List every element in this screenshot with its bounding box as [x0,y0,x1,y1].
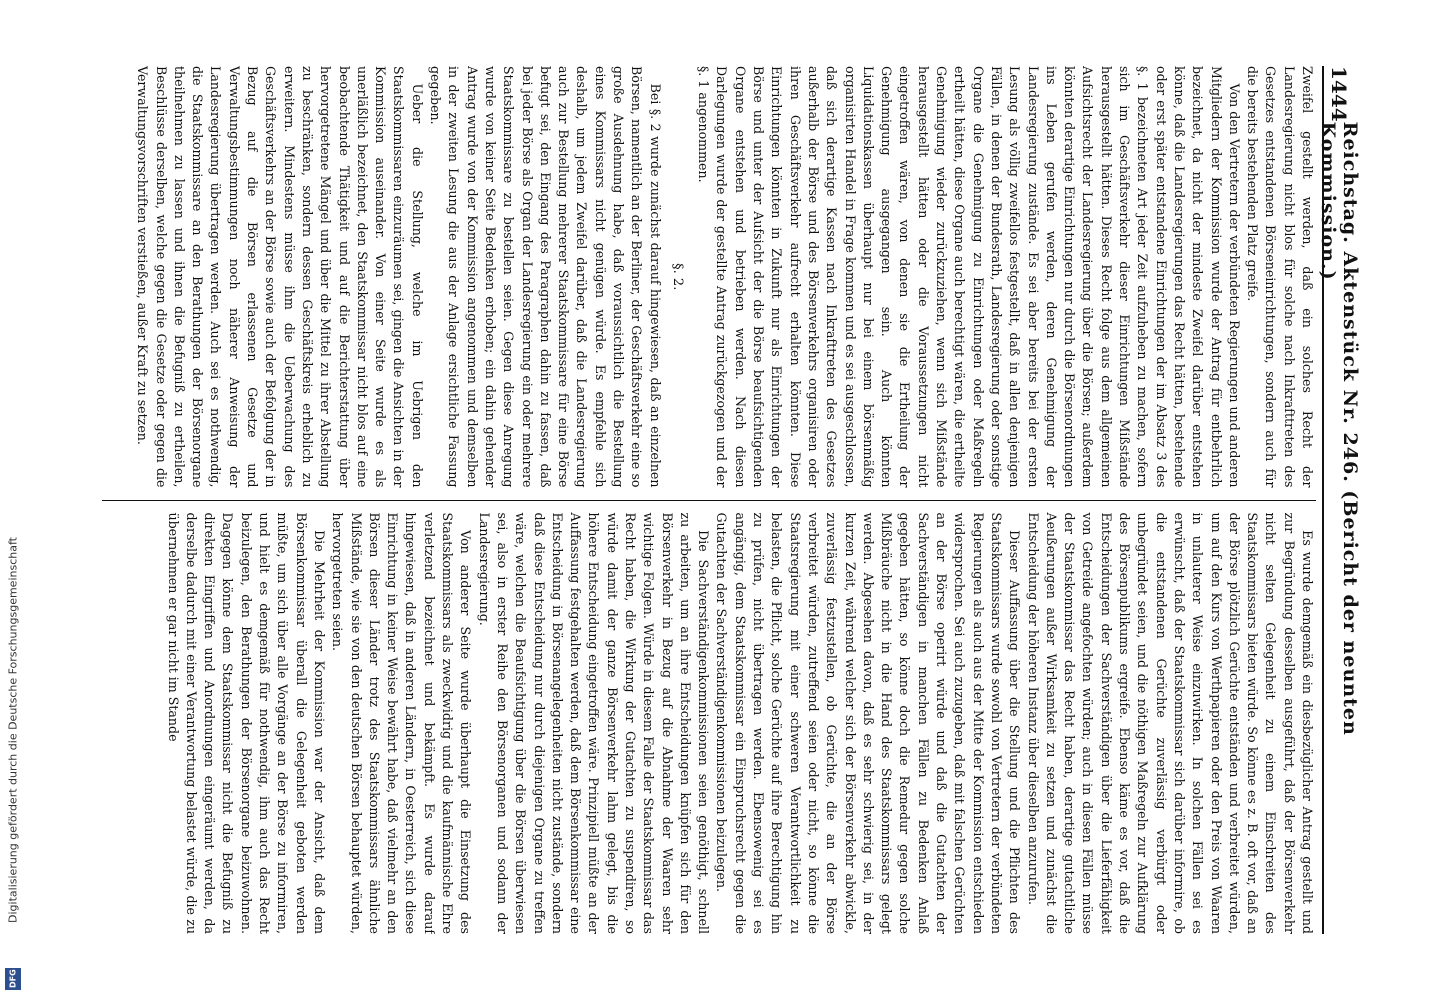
paragraph: Von den Vertretern der verbündeten Regierungen und anderen Mitgliedern der Kommission wurde der Antrag für entbehrlich bezeichnet, da nicht der mindeste Zweifel darüber entstehen könne, daß die Landesregierungen das Recht hätten, bestehende oder erst später entstandene Einrichtungen der im Absatz 3 des §. 1 bezeichneten Art jeder Zeit aufzuheben zu machen, sofern sich im Geschäftsverkehr dieser Einrichtungen Mißstände herausgestellt hätten. Dieses Recht folge aus dem allgemeinen Aufsichtsrecht der Landesregierung über die Börsen; außerdem könnten derartige Einrichtungen nur durch die Börsenordnungen ins Leben gerufen werden, deren Genehmigung der Landesregierung zustände. Es sei aber bereits bei der ersten Lesung als völlig zweifellos festgestellt, daß in allen denjenigen Fällen, in denen der Bundesrath, Landesregierung oder sonstige Organe die Genehmigung zu Einrichtungen oder Maßregeln ertheilt hätten, diese Organe auch berechtigt wären, die ertheilte Genehmigung wieder zurückzuziehen, wenn sich Mißstände herausgestellt hätten oder die Voraussetzungen nicht eingetroffen wären, von denen sie die Ertheilung der Genehmigung ausgegangen sein. Auch könnten Liquidationskassen überhaupt nur bei einem börsenmäßig organisirten Handel in Frage kommen und es sei ausgeschlossen, daß sich derartige Kassen nach Inkrafttreten des Gesetzes außerhalb der Börse und des Börsenverkehrs organisiren oder ihren Geschäftsverkehr aufrecht erhalten könnten. Diese Einrichtungen könnten in Zukunft nur als Einrichtungen der Börse und unter der Aufsicht der die Börse beaufsichtigenden Organe entstehen und betrieben werden. Nach diesen Darlegungen wurde der gestellte Antrag zurückgezogen und der §. 1 angenommen. [696,66,1242,488]
digitization-credit [0,0,26,1000]
paragraph: Bei §. 2 wurde zunächst darauf hingewiesen, daß an einzelnen Börsen, namentlich an der Berliner, der Geschäftsverkehr eine so große Ausdehnung habe, daß voraussichtlich die Bestellung eines Kommissars nicht genügen würde. Es empfehle sich deshalb, um jedem Zweifel darüber, daß die Landesregierung auch zur Bestellung mehrerer Staatskommissare für eine Börse befugt sei, den Eingang des Paragraphen dahin zu fassen, daß bei jeder Börse als Organ der Landesregierung ein oder mehrere Staatskommissare zu bestellen seien. Gegen diese Anregung wurde von keiner Seite Bedenken erhoben; ein dahin gehender Antrag wurde von der Kommission angenommen und demselben in der zweiten Lesung die aus der Anlage ersichtliche Fassung gegeben. [428,66,663,488]
paragraph: Dieser Auffassung über die Stellung und die Pflichten des Staatskommissars wurde sowohl von Vertretern der verbündeten Regierungen als auch aus der Mitte der Kommission entschieden widersprochen. Sei auch zuzugeben, daß mit falschen Gerüchten an der Börse operirt würde und daß die Gutachten der Sachverständigen in manchen Fällen zu Bedenken Anlaß gegeben hätten, so könne doch die Remedur gegen solche Mißbräuche nicht in die Hand des Staatskommissars gelegt werden. Abgesehen davon, daß es sehr schwierig sei, in der kurzen Zeit, während welcher sich der Börsenverkehr abwickle, zuverlässig festzustellen, ob Gerüchte, die an der Börse verbreitet würden, zutreffend seien oder nicht, so könne die Staatsregierung mit einer schweren Verantwortlichkeit zu belasten, die Pflicht, solche Gerüchte auf ihre Berechtigung hin zu prüfen, nicht übertragen werden. Ebensowenig sei es angängig, dem Staatskommissar ein Einspruchsrecht gegen die Gutachten der Sachverständigenkommissionen beizulegen. [714,512,1023,934]
document-page [82,30,1382,970]
paragraph: Zweifel gestellt werden, daß ein solches Recht der Landesregierung nicht blos für solche nach Inkrafttreten des Gesetzes entstandenen Börseneinrichtungen, sondern auch für die bereits bestehenden Platz greife. [1245,66,1315,488]
dfg-logo: DFG [5,968,21,990]
section-heading: §. 2. [669,263,685,291]
paragraph: Ueber die Stellung, welche im Uebrigen den Staatskommissaren einzuräumen sei, gingen die Ansichten in der Kommission auseinander. Von einer Seite wurde es als unerläßlich bezeichnet, den Staatskommissar nicht blos auf eine beobachtende Thätigkeit und auf die Berichterstattung über hervorgetretene Mängel und über die Mittel zu ihrer Abstellung zu beschränken, sondern dessen Geschäftskreis erheblich zu erweitern. Mindestens müsse ihm die Ueberwachung des Geschäftsverkehrs an der Börse sowie auch der Befolgung der in Bezug auf die Börsen erlassenen Gesetze und Verwaltungsbestimmungen noch näherer Anweisung der Landesregierung übertragen werden. Auch sei es nothwendig, die Staatskommissare an den Berathungen der Börsenorgane theilnehmen zu lassen und ihnen die Befugniß zu ertheilen, Beschlüsse derselben, welche gegen die Gesetze oder gegen die Verwaltungsvorschriften verstießen, außer Kraft zu setzen. [135,66,425,488]
running-title: Reichstag. Aktenstück Nr. 246. (Bericht der neunten Kommission.) [1317,121,1361,736]
left-column [102,66,1316,500]
paragraph: Es wurde demgemäß ein diesbezüglicher Antrag gestellt und zur Begründung desselben ausgeführt, daß der Börsenverkehr nicht selten Gelegenheit zu einem Einschreiten des Staatskommissars bieten würde. So könne es z. B. oft vor, daß an der Börse plötzlich Gerüchte entständen und verbreitet würden, um auf den Kurs von Werthpapieren oder den Preis von Waaren in unlauterer Weise einzuwirken. In solchen Fällen sei es erwünscht, daß der Staatskommissar sich darüber informire, ob die entstandenen Gerüchte zuverlässig verbürgt oder unbegründet seien, und die nöthigen Maßregeln zur Aufklärung des Börsenpublikums ergreife. Ebenso käme es vor, daß die Entscheidungen der Sachverständigen über die Lieferfähigkeit von Getreide angefochten würden; auch in diesen Fällen müsse der Staatskommissar das Recht haben, derartige gutachtliche Aeußerungen außer Wirksamkeit zu setzen und zunächst die Entscheidung der höheren Instanz über dieselben anzurufen. [1025,512,1315,934]
page-header [1317,66,1361,934]
credit-text: Digitalisierung gefördert durch die Deutsche Forschungsgemeinschaft [6,537,20,923]
page-number: 1444 [1327,66,1351,122]
text-columns [102,66,1316,934]
scanned-page-frame [30,0,1434,1000]
paragraph: Die Sachverständigenkommissionen seien genöthigt, schnell zu arbeiten, um an ihre Entscheidungen knüpfen sich für den Börsenverkehr in Bezug auf die Abnahme der Waaren sehr wichtige Folgen. Würde in diesem Falle der Staatskommissar das Recht haben, die Wirkung der Gutachten zu suspendiren, so würde damit der ganze Börsenverkehr lahm gelegt, bis die höhere Entscheidung eingetroffen wäre. Prinzipiell müßte an der Auffassung festgehalten werden, daß dem Börsenkommissar eine Entscheidung in Börsenangelegenheiten nicht zustände, sondern daß diese Entscheidung nur durch diejenigen Organe zu treffen wäre, welchen die Beaufsichtigung über die Börsen überwiesen sei, also in erster Reihe den Börsenorganen und sodann der Landesregierung. [476,512,712,934]
right-column [102,500,1316,935]
paragraph: Die Mehrheit der Kommission war der Ansicht, daß dem Börsenkommissar überall die Gelegenheit geboten werden müßte, um sich über alle Vorgänge an der Börse zu informiren, und hielt es demgemäß für nothwendig, ihm auch das Recht beizulegen, den Berathungen der Börsenorgane beizuwohnen. Dagegen könne dem Staatskommissar nicht die Befugniß zu direkten Eingriffen und Anordnungen eingeräumt werden, da derselbe dadurch mit einer Verantwortung belastet würde, die zu übernehmen er gar nicht im Stande [165,512,327,934]
paragraph: Von anderer Seite wurde überhaupt die Einsetzung des Staatskommissars als zweckwidrig und die kaufmännische Ehre verletzend bezeichnet und bekämpft. Es wurde darauf hingewiesen, daß in anderen Ländern, in Oesterreich, sich diese Einrichtung in keiner Weise bewährt habe, daß vielmehr an den Börsen dieser Länder trotz des Staatskommissars ähnliche Mißstände, wie sie von den deutschen Börsen behauptet würden, hervorgetreten seien. [330,512,474,934]
